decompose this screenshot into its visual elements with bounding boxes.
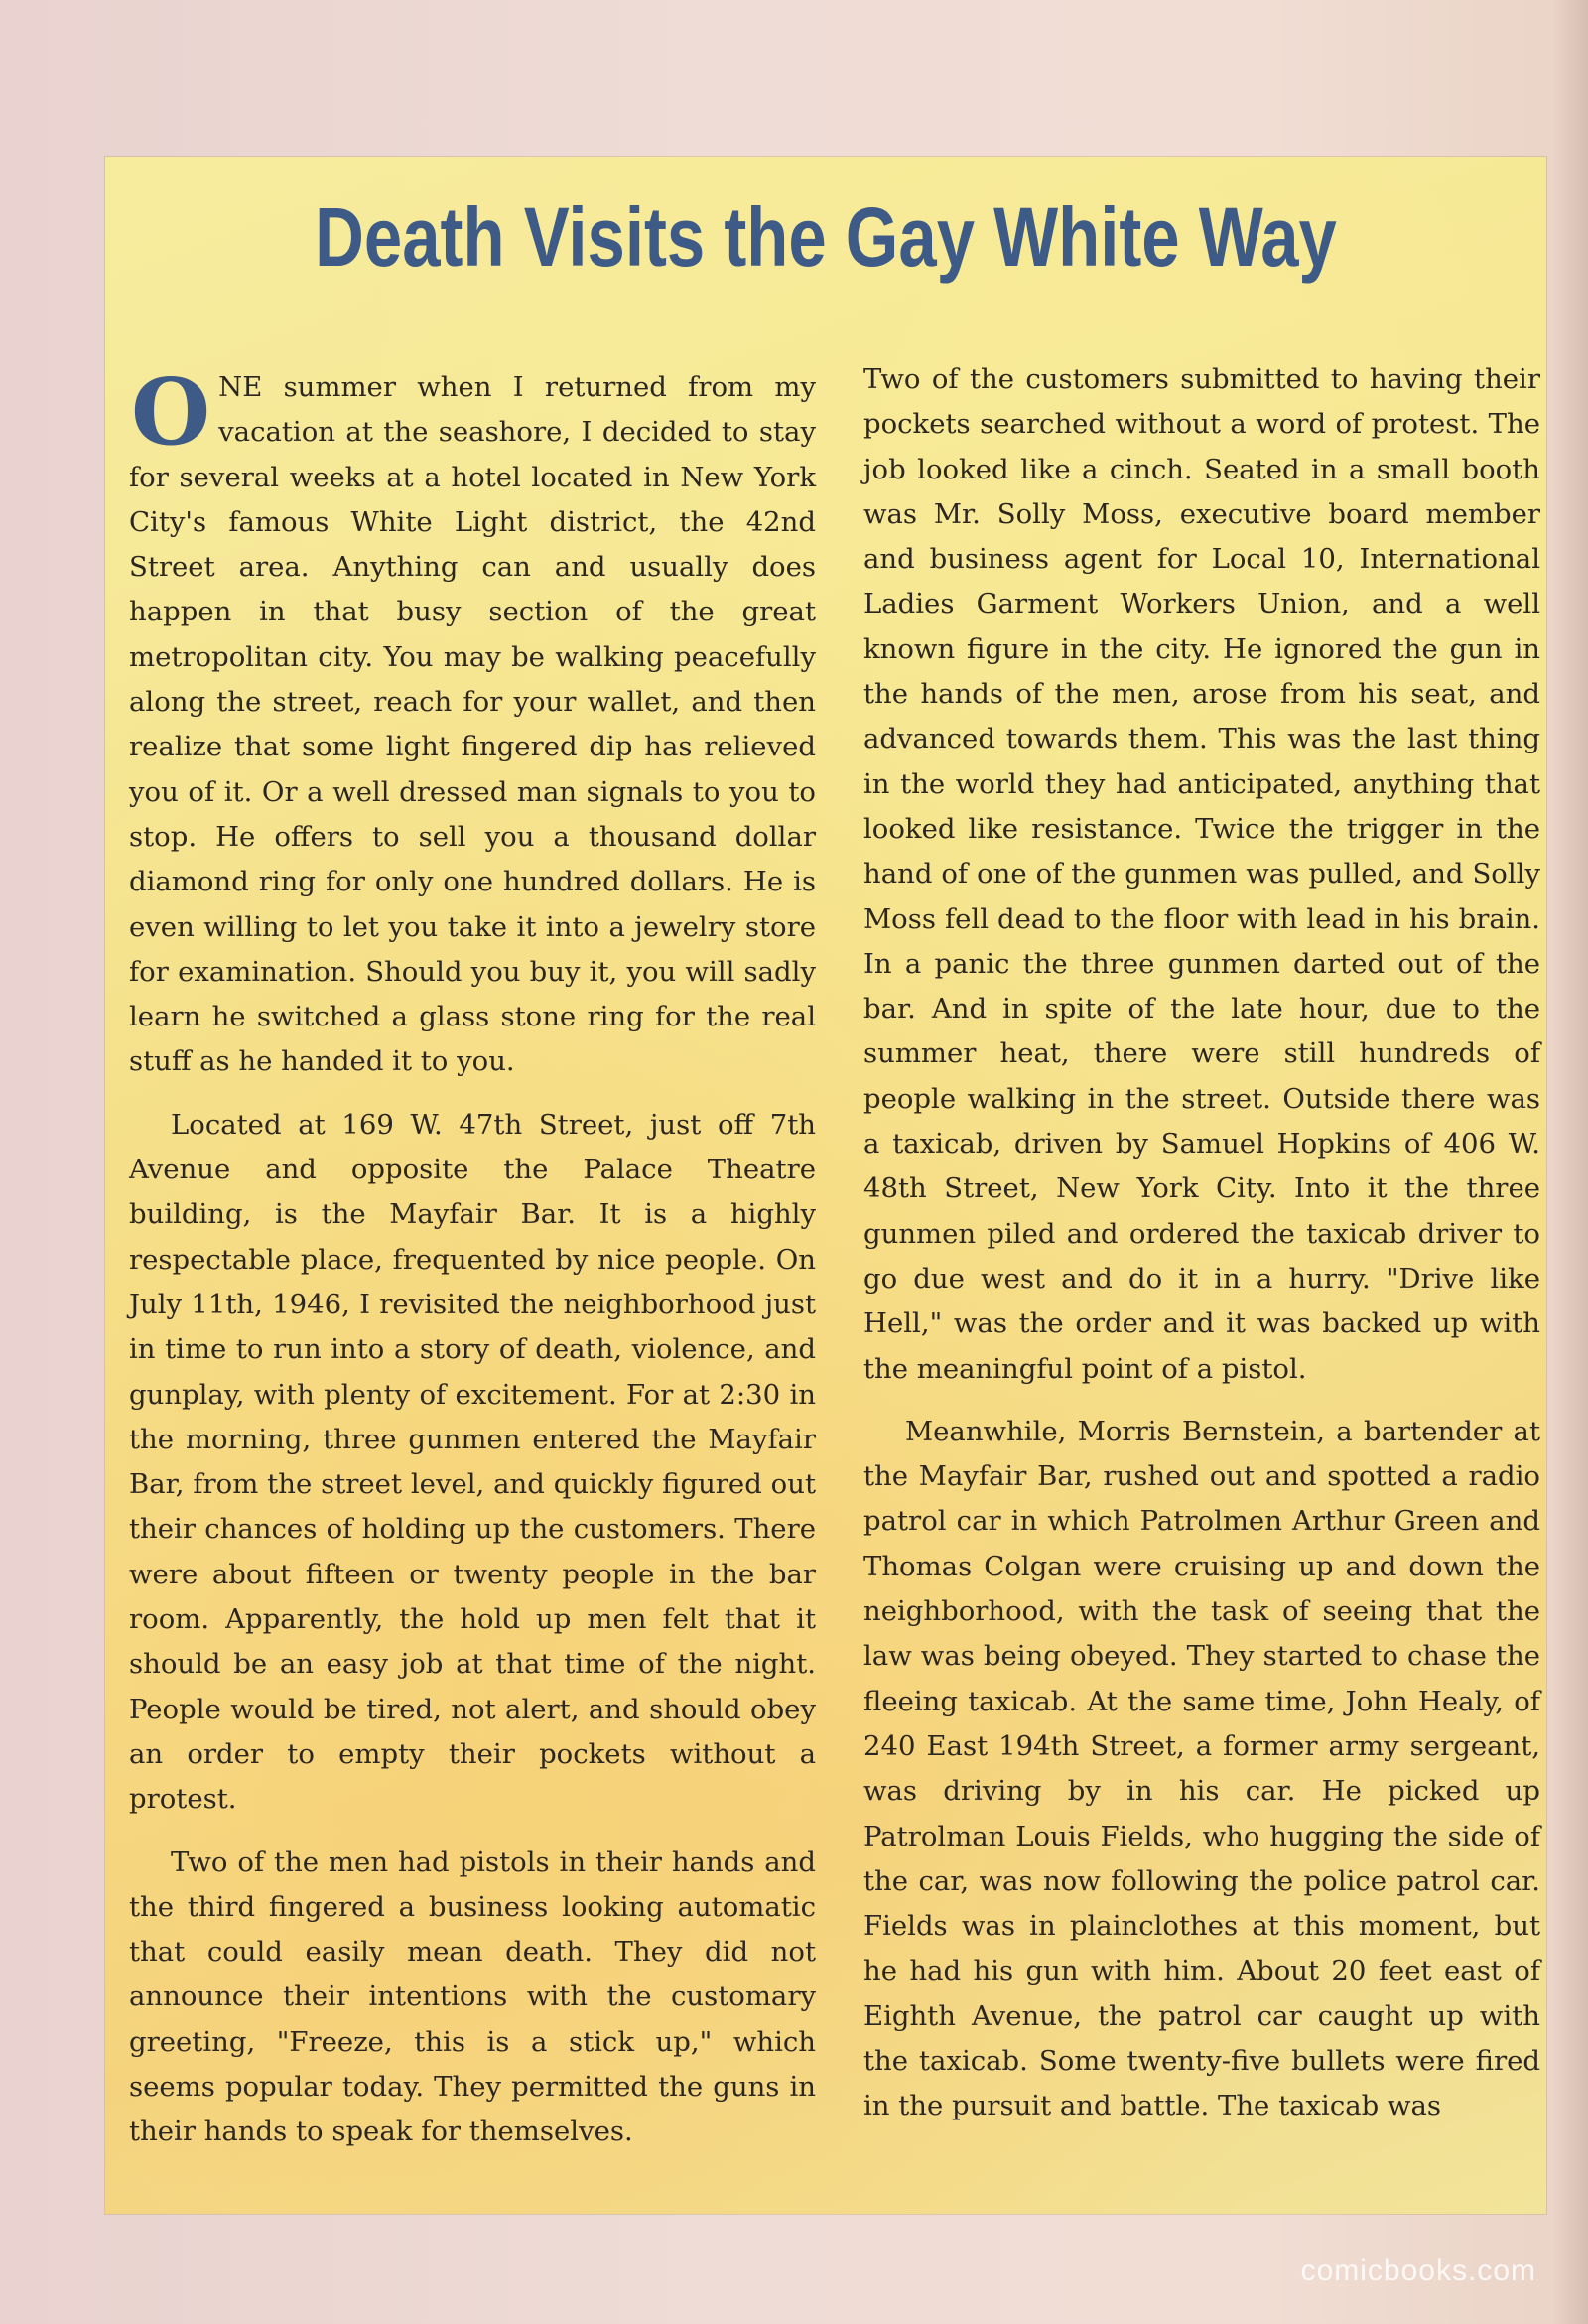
paragraph-4: Two of the customers submitted to having their pockets searched without a word of protest. The job looked like a cinch. Seated in a small booth was Mr. Solly Moss, executive board member and business agent for Local 10, International Ladies Garment Workers Union, and a well known figure in the city. He ignored the gun in the hands of the men, arose from his seat, and advanced towards them. This was the last thing in the world they had anticipated, anything that looked like resistance. Twice the trigger in the hand of one of the gunmen was pulled, and Solly Moss fell dead to the floor with lead in his brain. In a panic the three gunmen darted out of the bar. And in spite of the late hour, due to the summer heat, there were still hundreds of people walking in the street. Outside there was a taxicab, driven by Samuel Hopkins of 406 W. 48th Street, New York City. Into it the three gunmen piled and ordered the taxicab driver to go due west and do it in a hurry. "Drive like Hell," was the order and it was backed up with the meaningful point of a pistol. xyxy=(863,363,1540,1385)
site-watermark: comicbooks.com xyxy=(1300,2255,1536,2287)
drop-cap: O xyxy=(131,358,211,466)
left-column xyxy=(129,358,816,2155)
lead-in: NE xyxy=(218,371,263,403)
paragraph-5: Meanwhile, Morris Bernstein, a bartender at the Mayfair Bar, rushed out and spotted a radio patrol car in which Patrolmen Arthur Green and Thomas Colgan were cruising up and down the neighborhood, with the task of seeing that the law was being obeyed. They started to chase the fleeing taxicab. At the same time, John Healy, of 240 East 194th Street, a former army sergeant, was driving by in his car. He picked up Patrolman Louis Fields, who hugging the side of the car, was now following the police patrol car. Fields was in plainclothes at this moment, but he had his gun with him. About 20 feet east of Eighth Avenue, the patrol car caught up with the taxicab. Some twenty-five bullets were fired in the pursuit and battle. The taxicab was xyxy=(863,1415,1540,2122)
article-title: Death Visits the Gay White Way xyxy=(315,191,1337,284)
paragraph-1 xyxy=(129,358,816,1085)
paragraph-3: Two of the men had pistols in their hands and the third fingered a business looking automatic that could easily mean death. They did not announce their intentions with the customary greeting, "Freeze, this is a stick up," which seems popular today. They permitted the guns in their hands to speak for themselves. xyxy=(129,1846,816,2148)
article-panel xyxy=(105,157,1546,2214)
page-edge-shadow xyxy=(1553,0,1588,2324)
paragraph-1-text: summer when I returned from my vacation at the seashore, I decided to stay for several weeks at a hotel located in New York City's famous White Light district, the 42nd Street area. Anything can and usually does happen in that busy section of the great metropolitan city. You may be walking peacefully along the street, reach for your wallet, and then realize that some light fingered dip has relieved you of it. Or a well dressed man signals to you to stop. He offers to sell you a thousand dollar diamond ring for only one hundred dollars. He is even willing to let you take it into a jewelry store for examination. Should you buy it, you will sadly learn he switched a glass stone ring for the real stuff as he handed it to you. xyxy=(129,371,816,1078)
right-column xyxy=(863,357,1540,2129)
paragraph-2: Located at 169 W. 47th Street, just off 7th Avenue and opposite the Palace Theatre building, is the Mayfair Bar. It is a highly respectable place, frequented by nice people. On July 11th, 1946, I revisited the neighborhood just in time to run into a story of death, violence, and gunplay, with plenty of excitement. For at 2:30 in the morning, three gunmen entered the Mayfair Bar, from the street level, and quickly figured out their chances of holding up the customers. There were about fifteen or twenty people in the bar room. Apparently, the hold up men felt that it should be an easy job at that time of the night. People would be tired, not alert, and should obey an order to empty their pockets without a protest. xyxy=(129,1108,816,1816)
